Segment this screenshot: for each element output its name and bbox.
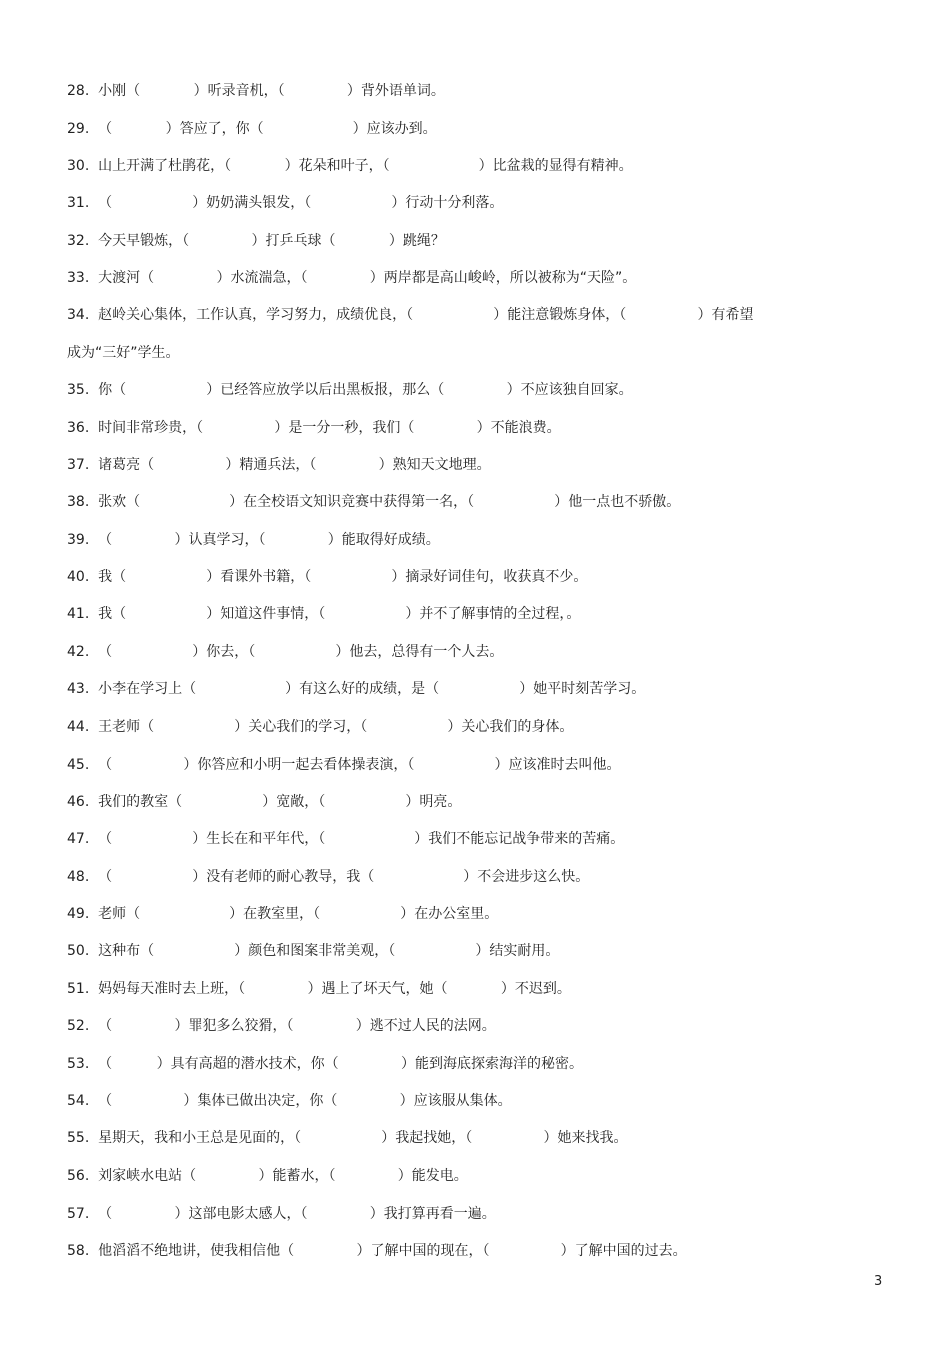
question-56: 56. 刘家峡水电站（ ）能蓄水，（ ）能发电。 bbox=[67, 1168, 468, 1184]
question-34: 34. 赵岭关心集体，工作认真，学习努力，成绩优良，（ ）能注意锻炼身体，（ ）有希望 bbox=[67, 307, 754, 323]
question-48: 48. （ ）没有老师的耐心教导，我（ ）不会进步这么快。 bbox=[67, 869, 590, 885]
question-43: 43. 小李在学习上（ ）有这么好的成绩，是（ ）她平时刻苦学习。 bbox=[67, 681, 646, 697]
question-37: 37. 诸葛亮（ ）精通兵法，（ ）熟知天文地理。 bbox=[67, 457, 491, 473]
question-42: 42. （ ）你去，（ ）他去，总得有一个人去。 bbox=[67, 644, 504, 660]
question-57: 57. （ ）这部电影太感人，（ ）我打算再看一遍。 bbox=[67, 1206, 496, 1222]
question-28: 28. 小刚（ ）听录音机，（ ）背外语单词。 bbox=[67, 83, 445, 99]
question-50: 50. 这种布（ ）颜色和图案非常美观，（ ）结实耐用。 bbox=[67, 943, 560, 959]
question-35: 35. 你（ ）已经答应放学以后出黑板报，那么（ ）不应该独自回家。 bbox=[67, 382, 633, 398]
question-45: 45. （ ）你答应和小明一起去看体操表演，（ ）应该准时去叫他。 bbox=[67, 757, 621, 773]
question-39: 39. （ ）认真学习，（ ）能取得好成绩。 bbox=[67, 532, 440, 548]
question-51: 51. 妈妈每天准时去上班，（ ）遇上了坏天气，她（ ）不迟到。 bbox=[67, 981, 571, 997]
question-47: 47. （ ）生长在和平年代，（ ）我们不能忘记战争带来的苦痛。 bbox=[67, 831, 625, 847]
question-54: 54. （ ）集体已做出决定，你（ ）应该服从集体。 bbox=[67, 1093, 512, 1109]
question-46: 46. 我们的教室（ ）宽敞，（ ）明亮。 bbox=[67, 794, 462, 810]
question-53: 53. （ ）具有高超的潜水技术，你（ ）能到海底探索海洋的秘密。 bbox=[67, 1056, 583, 1072]
question-31: 31. （ ）奶奶满头银发，（ ）行动十分利落。 bbox=[67, 195, 504, 211]
question-29: 29. （ ）答应了，你（ ）应该办到。 bbox=[67, 121, 437, 137]
question-30: 30. 山上开满了杜鹃花，（ ）花朵和叶子，（ ）比盆栽的显得有精神。 bbox=[67, 158, 633, 174]
question-38: 38. 张欢（ ）在全校语文知识竞赛中获得第一名，（ ）他一点也不骄傲。 bbox=[67, 494, 681, 510]
question-44: 44. 王老师（ ）关心我们的学习，（ ）关心我们的身体。 bbox=[67, 719, 574, 735]
question-33: 33. 大渡河（ ）水流湍急，（ ）两岸都是高山峻岭，所以被称为“天险”。 bbox=[67, 270, 637, 286]
question-34-continued: 成为“三好”学生。 bbox=[67, 345, 180, 361]
question-32: 32. 今天早锻炼，（ ）打乒乓球（ ）跳绳？ bbox=[67, 233, 445, 249]
question-36: 36. 时间非常珍贵，（ ）是一分一秒，我们（ ）不能浪费。 bbox=[67, 420, 561, 436]
question-41: 41. 我（ ）知道这件事情，（ ）并不了解事情的全过程，。 bbox=[67, 606, 581, 622]
question-55: 55. 星期天，我和小王总是见面的，（ ）我起找她，（ ）她来找我。 bbox=[67, 1130, 628, 1146]
question-58: 58. 他滔滔不绝地讲，使我相信他（ ）了解中国的现在，（ ）了解中国的过去。 bbox=[67, 1243, 687, 1259]
question-40: 40. 我（ ）看课外书籍，（ ）摘录好词佳句，收获真不少。 bbox=[67, 569, 588, 585]
question-52: 52. （ ）罪犯多么狡猾，（ ）逃不过人民的法网。 bbox=[67, 1018, 496, 1034]
question-49: 49. 老师（ ）在教室里，（ ）在办公室里。 bbox=[67, 906, 499, 922]
page-number: 3 bbox=[874, 1274, 883, 1289]
